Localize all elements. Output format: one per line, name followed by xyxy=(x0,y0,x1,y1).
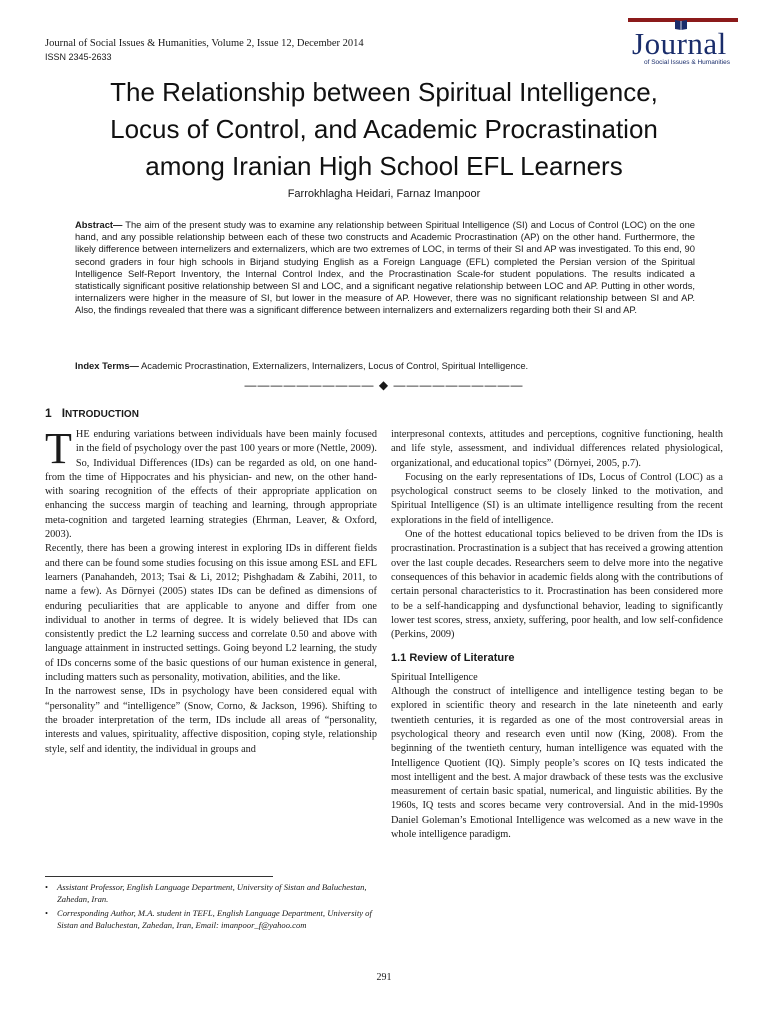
section-title-initial: I xyxy=(61,406,66,420)
paragraph xyxy=(45,424,377,542)
footnote xyxy=(45,908,377,931)
authors: Farrokhlagha Heidari, Farnaz Imanpoor xyxy=(287,188,481,200)
abstract-label: Abstract— xyxy=(75,219,123,230)
paragraph: Although the construct of intelligence and intelligence testing began to be explored in scientific theory and research in the late nineteenth and early twentieth centuries, it is regarded as one of the most controversial areas in psychological theory and research even until now (King, 2008). From the beginning of the twentieth century, human intelligence was equated with the Intelligence Quotient (IQ). Simply people’s scores on IQ tests indicated the most intelligent and the best. A major drawback of these tests was the exclusive measurement of certain basic spatial, numerical, and linguistic abilities. By the 1960s, IQ tests and scores became very controversial. And in the mid-1990s Daniel Goleman’s Emotional Intelligence was welcomed as a new wave in the whole intelligence paradigm. xyxy=(391,686,723,841)
subsection-heading: 1.1 Review of Literature xyxy=(391,652,515,665)
left-column xyxy=(45,424,377,757)
logo-subtitle: of Social Issues & Humanities xyxy=(644,59,730,66)
subsubsection-heading: Spiritual Intelligence xyxy=(391,671,478,683)
section-divider: —————————— ◆ —————————— xyxy=(244,378,524,392)
paragraph: Focusing on the early representations of IDs, Locus of Control (LOC) as a psychological construct seems to be closely linked to the motivation, and Spiritual Intelligence (SI) is an ultimate intelligence resulting from the recent explorations in the field of intelligence. xyxy=(391,471,723,526)
footnotes xyxy=(45,882,377,934)
abstract xyxy=(75,219,695,317)
logo-word: Journal xyxy=(632,26,727,61)
footnote-rule xyxy=(45,876,273,877)
paper-title xyxy=(40,74,728,185)
index-terms-text: Academic Procrastination, Externalizers, Internalizers, Locus of Control, Spiritual Intelligence. xyxy=(138,360,529,371)
title-line: among Iranian High School EFL Learners xyxy=(145,151,623,181)
index-terms-label: Index Terms— xyxy=(75,360,139,371)
journal-logo xyxy=(628,18,738,70)
paragraph: One of the hottest educational topics believed to be driven from the IDs is procrastination. Procrastination is a subject that has received a growing attention over the last couple decades. Researchers seem to delve more into the negative consequences of this behavior in academic fields along with the contributions of certain personal characteristics to it. Procrastination has been considered more to be a self-handicapping and dysfunctional behavior, leading to significantly lower test scores, stress, anxiety, suffering, poor health, and low self-confidence (Perkins, 2009) xyxy=(391,529,723,641)
drop-cap: T xyxy=(45,424,72,473)
index-terms xyxy=(75,360,695,371)
section-number: 1 xyxy=(45,406,52,420)
page-number: 291 xyxy=(376,972,392,983)
footnote-text: Corresponding Author, M.A. student in TEFL, English Language Department, University of Sistan and Baluchestan, Zahedan, Iran, Email: imanpoor_f@yahoo.com xyxy=(57,908,372,930)
paragraph: interpresonal contexts, attitudes and perceptions, cognitive functioning, health and life style, assessment, and individual differences related physiological, organizational, and educational topics” (Dörnyei, 2005, p.7). xyxy=(391,429,723,469)
footnote-text: Assistant Professor, English Language Department, University of Sistan and Baluchestan, Zahedan, Iran. xyxy=(57,882,367,904)
abstract-text: The aim of the present study was to examine any relationship between Spiritual Intelligence (SI) and Locus of Control (LOC) on the one hand, and any possible relationship between each of these two constructs and Academic Procrastination (AP) on the other hand. Furthermore, the likely difference between internelizers and externalizers, which are two extremes of LOC, in terms of their SI and AP was investigated. To this end, 90 second graders in four high schools in Birjand studying English as a Foreign Language (EFL) completed the Persian version of the Spiritual Intelligence Self-Report Inventory, the Internal Control Index, and the Procrastination Scale-for student populations. The results indicated a statistically significant positive relationship between SI and LOC, and a significant negative relationship between LOC and AP. Putting in other words, internalizers were higher in the measure of SI, but lower in the measure of AP. However, there was no significant relationship between SI and AP. Also, the findings revealed that there was a significant difference between internalizers and externalizers regarding both their SI and AP. xyxy=(75,219,695,316)
title-line: Locus of Control, and Academic Procrastination xyxy=(110,114,658,144)
footnote-bullet: • xyxy=(45,908,49,918)
issn: ISSN 2345-2633 xyxy=(45,52,112,62)
paragraph: In the narrowest sense, IDs in psychology have been considered equal with “personality” and “intelligence” (Snow, Corno, & Jackson, 1996). Shifting to the broader interpretation of the term, IDs include all areas of “personality, interests and values, spirituality, affective disposition, coping style, relationship style, self and identity, the individual in groups and xyxy=(45,686,377,755)
footnote-bullet: • xyxy=(45,882,49,892)
section-title-rest: NTRODUCTION xyxy=(65,409,139,420)
footnote xyxy=(45,882,377,905)
section-heading xyxy=(45,406,139,420)
title-line: The Relationship between Spiritual Intelligence, xyxy=(110,77,658,107)
paragraph-text: HE enduring variations between individuals have been mainly focused in the field of psychology over the past 100 years or more (Nettle, 2009). So, Individual Differences (IDs) can be regarded as old, on one hand- from the time of Hippocrates and his physician- and new, on the other hand- with soaring recognition of the effects of their appropriate application on enhancing the success margin of teaching and learning, through appropriate meta-cognition and targeted learning strategies (Ehrman, Leaver, & Oxford, 2003). xyxy=(45,429,377,541)
paragraph: Recently, there has been a growing interest in exploring IDs in different fields and there can be found some studies focusing on this issue among ESL and EFL learners (Panahandeh, 2013; Tsai & Li, 2012; Pishghadam & Zabihi, 2011, to name a few). As Dörnyei (2005) states IDs can be defined as dimensions of enduring peculiarities that are applicable to anyone and differ from one individual to another in terms of degree. It is widely believed that IDs can consistently predict the L2 learning success and correlate 0.50 and above with language attainment in instructed settings. Going beyond L2 learning, the study of IDs concerns some of the basic questions of our human existence in general, including matters such as personality, motivation, abilities, and the like. xyxy=(45,543,377,684)
right-column xyxy=(391,428,723,842)
journal-citation: Journal of Social Issues & Humanities, Volume 2, Issue 12, December 2014 xyxy=(45,38,364,49)
